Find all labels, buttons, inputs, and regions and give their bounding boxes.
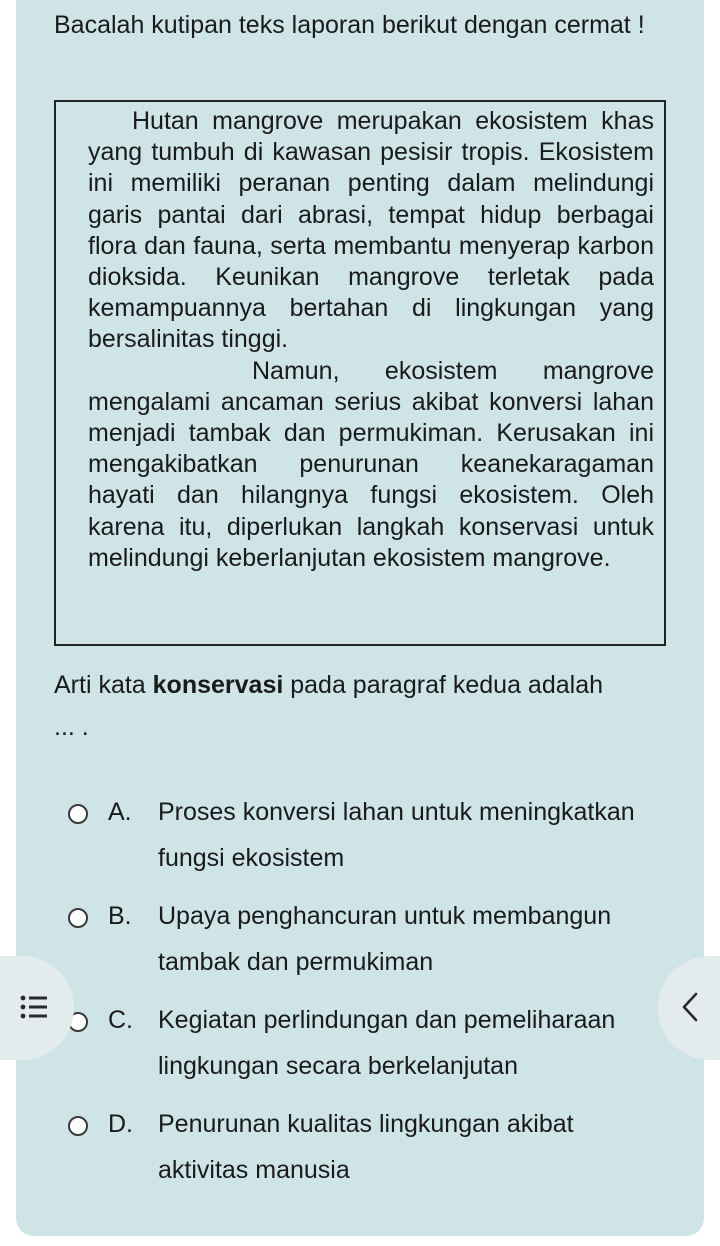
option-letter: D. [108,1110,133,1138]
question-text [54,664,654,706]
question-ellipsis: ... . [54,713,89,741]
radio-button-b[interactable] [68,908,88,928]
list-icon [20,994,48,1020]
option-d[interactable] [66,1101,666,1193]
instruction-text: Bacalah kutipan teks laporan berikut dengan cermat ! [54,11,645,39]
option-letter: A. [108,798,132,826]
question-keyword: konservasi [152,671,284,699]
option-letter: C. [108,1006,133,1034]
chevron-left-icon [680,992,700,1022]
report-passage-box [54,100,666,646]
option-text: Proses konversi lahan untuk meningkatkan fungsi ekosistem [158,798,635,872]
option-text: Penurunan kualitas lingkungan akibat aktivitas manusia [158,1110,574,1184]
option-letter: B. [108,902,132,930]
option-a[interactable] [66,789,666,881]
radio-button-d[interactable] [68,1116,88,1136]
option-b[interactable] [66,893,666,985]
passage-paragraph-2: Namun, ekosistem mangrove mengalami ancaman serius akibat konversi lahan menjadi tambak dan permukiman. Kerusakan ini mengakibatkan penurunan keanekaragaman hayati dan hilangnya fungsi ekosistem. Oleh karena itu, diperlukan langkah konservasi untuk melindungi keberlanjutan ekosistem mangrove. [88,356,654,572]
option-text: Upaya penghancuran untuk membangun tambak dan permukiman [158,902,612,976]
option-c[interactable] [66,997,666,1089]
passage-paragraph-1: Hutan mangrove merupakan ekosistem khas yang tumbuh di kawasan pesisir tropis. Ekosistem ini memiliki peranan penting dalam melindungi garis pantai dari abrasi, tempat hidup berbagai flora dan fauna, serta membantu menyerap karbon dioksida. Keunikan mangrove terletak pada kemampuannya bertahan di lingkungan yang bersalinitas tinggi. [88,107,654,354]
question-suffix: pada paragraf kedua adalah [283,671,603,699]
option-text: Kegiatan perlindungan dan pemeliharaan lingkungan secara berkelanjutan [158,1006,616,1080]
question-prefix: Arti kata [54,671,153,699]
radio-button-a[interactable] [68,804,88,824]
